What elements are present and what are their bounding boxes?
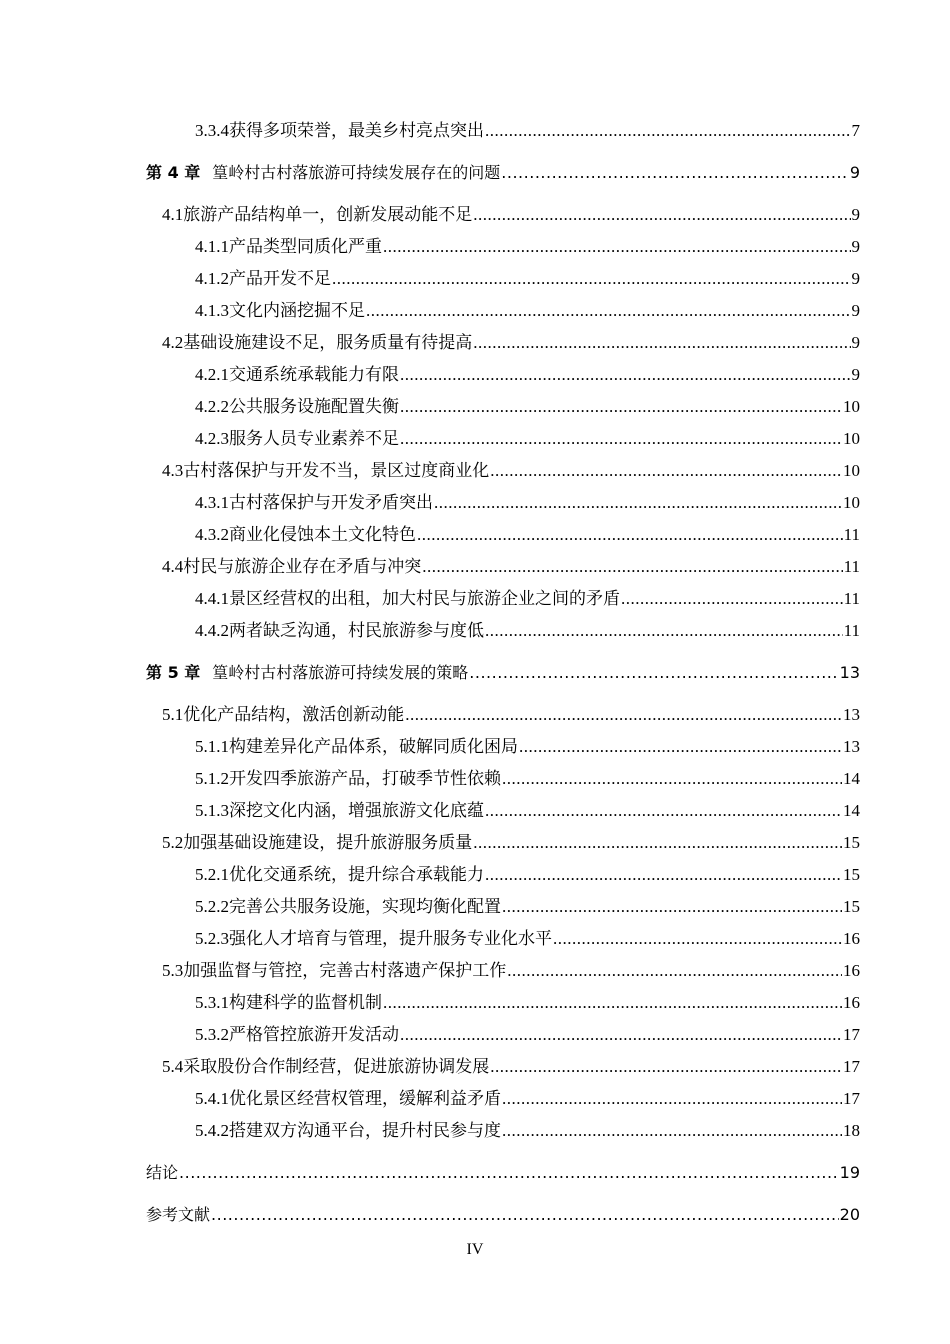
toc-entry-page: 17 <box>843 1025 860 1044</box>
toc-entry[interactable] <box>146 795 860 827</box>
toc-entry-page: 9 <box>851 205 860 224</box>
toc-entry-title: 村民与旅游企业存在矛盾与冲突 <box>183 557 422 576</box>
toc-entry[interactable] <box>146 699 860 731</box>
toc-entry[interactable] <box>146 1051 860 1083</box>
dot-leader <box>485 859 842 891</box>
toc-entry-page: 9 <box>851 333 860 352</box>
toc-entry-title: 加强监督与管控，完善古村落遗产保护工作 <box>183 961 507 980</box>
dot-leader <box>400 359 851 391</box>
toc-entry[interactable] <box>146 657 860 689</box>
toc-entry-title: 构建差异化产品体系，破解同质化困局 <box>229 737 518 756</box>
dot-leader <box>400 391 842 423</box>
toc-entry[interactable] <box>146 391 860 423</box>
dot-leader <box>485 115 851 147</box>
toc-entry-number: 3.3.4 <box>195 121 229 140</box>
toc-entry-title: 获得多项荣誉，最美乡村亮点突出 <box>229 121 484 140</box>
toc-entry-title: 篁岭村古村落旅游可持续发展的策略 <box>212 663 469 682</box>
dot-leader <box>553 923 842 955</box>
dot-leader <box>473 827 842 859</box>
toc-entry-page: 15 <box>843 865 860 884</box>
toc-entry-page: 16 <box>843 929 860 948</box>
toc-entry-number: 5.3 <box>162 961 184 980</box>
toc-entry[interactable] <box>146 359 860 391</box>
toc-entry[interactable] <box>146 1157 860 1189</box>
toc-entry-number: 4.4.1 <box>195 589 229 608</box>
toc-entry[interactable] <box>146 263 860 295</box>
toc-entry-title: 优化产品结构，激活创新动能 <box>183 705 405 724</box>
toc-entry-number: 5.4 <box>162 1057 184 1076</box>
toc-entry[interactable] <box>146 1199 860 1231</box>
toc-entry[interactable] <box>146 859 860 891</box>
toc-entry-page: 11 <box>843 525 860 544</box>
toc-entry-number: 4.1.1 <box>195 237 229 256</box>
toc-entry[interactable] <box>146 923 860 955</box>
toc-entry[interactable] <box>146 731 860 763</box>
toc-entry-title: 篁岭村古村落旅游可持续发展存在的问题 <box>212 163 501 182</box>
toc-entry-page: 16 <box>843 961 860 980</box>
dot-leader <box>400 423 842 455</box>
toc-entry-title: 完善公共服务设施，实现均衡化配置 <box>229 897 501 916</box>
toc-entry-title: 优化交通系统，提升综合承载能力 <box>229 865 484 884</box>
dot-leader <box>400 1019 842 1051</box>
toc-entry-title: 优化景区经营权管理，缓解利益矛盾 <box>229 1089 501 1108</box>
toc-entry-title: 严格管控旅游开发活动 <box>229 1025 399 1044</box>
toc-entry[interactable] <box>146 1019 860 1051</box>
dot-leader <box>490 455 842 487</box>
toc-entry-page: 14 <box>843 801 860 820</box>
dot-leader <box>473 327 850 359</box>
toc-entry[interactable] <box>146 955 860 987</box>
toc-entry-page: 13 <box>843 705 860 724</box>
toc-entry-title: 深挖文化内涵，增强旅游文化底蕴 <box>229 801 484 820</box>
toc-entry-title: 公共服务设施配置失衡 <box>229 397 399 416</box>
dot-leader <box>502 1083 842 1115</box>
dot-leader <box>502 1115 842 1147</box>
toc-entry-page: 17 <box>843 1089 860 1108</box>
dot-leader <box>405 699 842 731</box>
toc-entry-title: 参考文献 <box>146 1205 211 1224</box>
toc-entry[interactable] <box>146 891 860 923</box>
dot-leader <box>485 795 842 827</box>
toc-entry[interactable] <box>146 551 860 583</box>
toc-entry-page: 15 <box>843 897 860 916</box>
toc-entry-page: 20 <box>839 1205 860 1224</box>
toc-entry-page: 16 <box>843 993 860 1012</box>
toc-entry-number: 5.2.2 <box>195 897 229 916</box>
toc-entry-number: 第 5 章 <box>146 663 201 682</box>
toc-entry-page: 9 <box>849 163 860 182</box>
toc-entry-page: 10 <box>843 429 860 448</box>
dot-leader <box>485 615 843 647</box>
toc-entry-page: 7 <box>851 121 860 140</box>
toc-entry-title: 加强基础设施建设，提升旅游服务质量 <box>183 833 473 852</box>
toc-entry-title: 商业化侵蚀本土文化特色 <box>229 525 416 544</box>
toc-entry-page: 10 <box>843 461 860 480</box>
dot-leader <box>422 551 842 583</box>
dot-leader <box>502 763 842 795</box>
dot-leader <box>211 1199 839 1231</box>
toc-entry-number: 5.3.2 <box>195 1025 229 1044</box>
toc-entry-number: 5.1.1 <box>195 737 229 756</box>
toc-entry[interactable] <box>146 827 860 859</box>
toc-entry[interactable] <box>146 519 860 551</box>
toc-entry-number: 4.3 <box>162 461 184 480</box>
toc-entry-title: 两者缺乏沟通，村民旅游参与度低 <box>229 621 484 640</box>
toc-entry-page: 13 <box>839 663 860 682</box>
toc-entry-title: 产品类型同质化严重 <box>229 237 382 256</box>
dot-leader <box>490 1051 842 1083</box>
toc-entry[interactable] <box>146 231 860 263</box>
toc-entry-page: 17 <box>843 1057 860 1076</box>
toc-entry[interactable] <box>146 583 860 615</box>
toc-entry-title: 产品开发不足 <box>229 269 331 288</box>
toc-entry-page: 19 <box>839 1163 860 1182</box>
toc-entry-title: 开发四季旅游产品，打破季节性依赖 <box>229 769 501 788</box>
toc-entry-page: 18 <box>843 1121 860 1140</box>
toc-entry[interactable] <box>146 199 860 231</box>
toc-entry[interactable] <box>146 987 860 1019</box>
dot-leader <box>434 487 842 519</box>
toc-entry-page: 9 <box>851 237 860 256</box>
dot-leader <box>332 263 851 295</box>
toc-entry-number: 5.4.1 <box>195 1089 229 1108</box>
toc-entry-number: 5.3.1 <box>195 993 229 1012</box>
dot-leader <box>507 955 842 987</box>
toc-entry-page: 15 <box>843 833 860 852</box>
toc-entry[interactable] <box>146 327 860 359</box>
toc-entry-title: 交通系统承载能力有限 <box>229 365 399 384</box>
toc-entry-number: 5.4.2 <box>195 1121 229 1140</box>
toc-entry[interactable] <box>146 1115 860 1147</box>
dot-leader <box>501 157 849 189</box>
toc-entry-title: 古村落保护与开发不当，景区过度商业化 <box>183 461 490 480</box>
toc-entry-number: 4.4.2 <box>195 621 229 640</box>
dot-leader <box>621 583 843 615</box>
toc-entry-title: 基础设施建设不足，服务质量有待提高 <box>183 333 473 352</box>
toc-entry-number: 4.2.3 <box>195 429 229 448</box>
toc-entry-number: 5.1 <box>162 705 184 724</box>
toc-entry-title: 搭建双方沟通平台，提升村民参与度 <box>229 1121 501 1140</box>
dot-leader <box>417 519 843 551</box>
toc-entry-title: 强化人才培育与管理，提升服务专业化水平 <box>229 929 552 948</box>
toc-entry[interactable] <box>146 295 860 327</box>
toc-entry-number: 5.1.2 <box>195 769 229 788</box>
toc-entry-number: 5.2.1 <box>195 865 229 884</box>
toc-entry-number: 4.1.3 <box>195 301 229 320</box>
toc-entry-number: 4.1.2 <box>195 269 229 288</box>
toc-entry-page: 10 <box>843 397 860 416</box>
toc-entry[interactable] <box>146 487 860 519</box>
toc-entry-page: 9 <box>851 301 860 320</box>
toc-entry-number: 5.1.3 <box>195 801 229 820</box>
toc-entry-page: 9 <box>851 365 860 384</box>
dot-leader <box>179 1157 839 1189</box>
toc-entry-page: 9 <box>851 269 860 288</box>
toc-entry-number: 4.2 <box>162 333 184 352</box>
toc-entry-title: 结论 <box>146 1163 179 1182</box>
dot-leader <box>366 295 851 327</box>
toc-entry-page: 11 <box>843 589 860 608</box>
toc-entry-number: 4.2.1 <box>195 365 229 384</box>
toc-entry-page: 11 <box>843 621 860 640</box>
toc-entry-number: 5.2 <box>162 833 184 852</box>
toc-entry-title: 古村落保护与开发矛盾突出 <box>229 493 433 512</box>
toc-entry-number: 4.3.1 <box>195 493 229 512</box>
dot-leader <box>473 199 850 231</box>
toc-entry-title: 景区经营权的出租，加大村民与旅游企业之间的矛盾 <box>229 589 620 608</box>
toc-entry[interactable] <box>146 115 860 147</box>
toc-entry[interactable] <box>146 763 860 795</box>
toc-entry-title: 构建科学的监督机制 <box>229 993 382 1012</box>
page-number: IV <box>466 1241 484 1258</box>
dot-leader <box>469 657 838 689</box>
toc-entry[interactable] <box>146 1083 860 1115</box>
toc-entry[interactable] <box>146 615 860 647</box>
toc-entry-title: 采取股份合作制经营，促进旅游协调发展 <box>183 1057 490 1076</box>
dot-leader <box>383 987 842 1019</box>
toc-entry-page: 14 <box>843 769 860 788</box>
toc-entry-title: 文化内涵挖掘不足 <box>229 301 365 320</box>
toc-entry-title: 旅游产品结构单一，创新发展动能不足 <box>183 205 473 224</box>
dot-leader <box>383 231 851 263</box>
toc-entry-number: 第 4 章 <box>146 163 201 182</box>
toc-entry-number: 4.1 <box>162 205 184 224</box>
toc-entry-page: 11 <box>843 557 860 576</box>
toc-entry-number: 4.4 <box>162 557 184 576</box>
toc-entry[interactable] <box>146 157 860 189</box>
dot-leader <box>502 891 842 923</box>
toc-entry-number: 5.2.3 <box>195 929 229 948</box>
dot-leader <box>519 731 842 763</box>
toc-entry-number: 4.3.2 <box>195 525 229 544</box>
toc-entry-page: 13 <box>843 737 860 756</box>
toc-entry[interactable] <box>146 455 860 487</box>
toc-entry-number: 4.2.2 <box>195 397 229 416</box>
toc-entry-title: 服务人员专业素养不足 <box>229 429 399 448</box>
toc-entry-page: 10 <box>843 493 860 512</box>
toc-entry[interactable] <box>146 423 860 455</box>
